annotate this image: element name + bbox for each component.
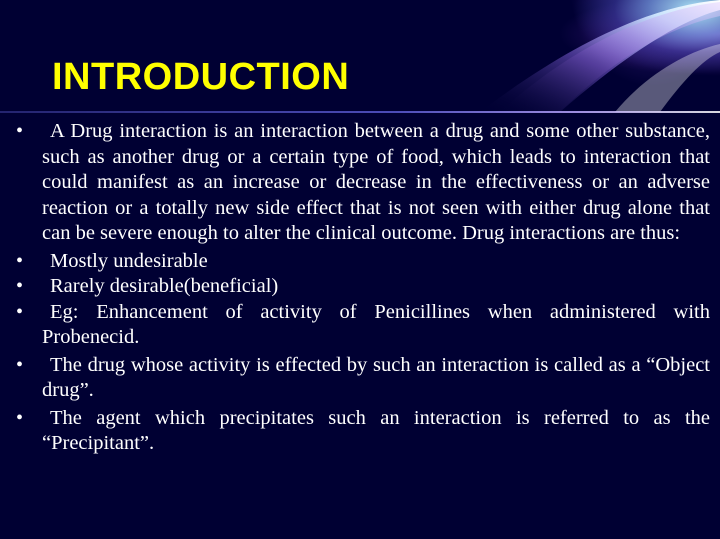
list-item: [8, 406, 710, 457]
bullet-text: Eg: Enhancement of activity of Penicillines when administered with Probenecid.: [42, 300, 710, 348]
list-item: [8, 300, 710, 351]
slide-header-band: [0, 0, 720, 113]
bullet-text: The agent which precipitates such an interaction is referred to as the “Precipitant”.: [42, 406, 710, 454]
list-item: [8, 249, 710, 275]
swoosh-decoration: [420, 0, 720, 113]
bullet-text: A Drug interaction is an interaction between a drug and some other substance, such as another drug or a certain type of food, which leads to interaction that could manifest as an increase or decrease in the effectiveness or an adverse reaction or a totally new side effect that is not seen with either drug alone that can be severe enough to alter the clinical outcome. Drug interactions are thus:: [42, 120, 710, 244]
bullet-list: [8, 119, 710, 457]
bullet-icon: •: [16, 249, 24, 272]
list-item: [8, 353, 710, 404]
list-item: [8, 274, 710, 300]
bullet-icon: •: [16, 406, 24, 429]
bullet-icon: •: [16, 275, 24, 297]
bullet-icon: •: [16, 353, 24, 376]
bullet-icon: •: [16, 300, 24, 323]
bullet-text: Mostly undesirable: [50, 249, 208, 272]
list-item: [8, 119, 710, 247]
bullet-text: The drug whose activity is effected by such an interaction is called as a “Object drug”.: [42, 353, 710, 401]
bullet-text: Rarely desirable(beneficial): [50, 275, 279, 297]
bullet-icon: •: [16, 120, 24, 142]
page-title: INTRODUCTION: [52, 56, 350, 98]
slide-body: [0, 113, 720, 539]
